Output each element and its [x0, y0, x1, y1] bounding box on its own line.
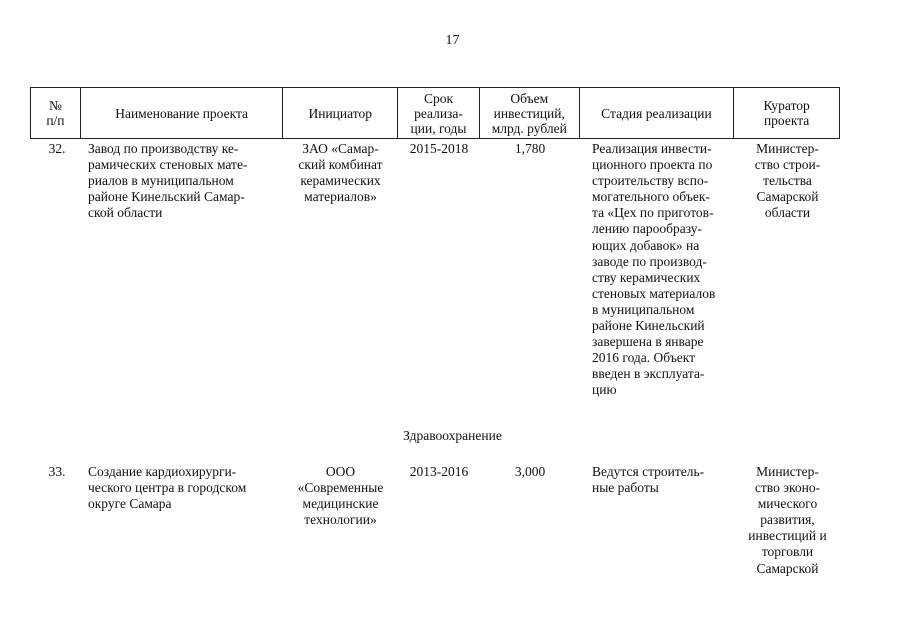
row-term: 2015-2018 [409, 141, 469, 156]
row-num: 32. [48, 141, 66, 156]
page-number: 17 [445, 33, 460, 48]
header-stage [580, 88, 735, 138]
header-initiator-text: Инициатор [308, 105, 372, 121]
section-title: Здравоохранение [403, 428, 502, 443]
row-project-name: Создание кардиохирурги- ческого центра в городском округе Самара [88, 464, 247, 512]
row-volume: 1,780 [514, 141, 546, 156]
header-stage-text: Стадия реализации [601, 105, 712, 121]
row-num: 33. [48, 464, 66, 479]
row-initiator: ЗАО «Самар- ский комбинат керамических материалов» [298, 141, 383, 205]
header-initiator [283, 88, 398, 138]
row-volume: 3,000 [514, 464, 546, 479]
row-curator: Министер- ство эконо- мического развития, инвестиций и торговли Самарской [748, 464, 827, 576]
row-stage: Реализация инвести- ционного проекта по строительству вспо- могательного объек- та «Цех по приготов- лению парообразу- ющих добавок» на заводе по производ- ству керамических стеновых материалов в муниципальном районе Кинельский завершена в январе 2016 года. Объект введен в эксплуата- цию [592, 141, 716, 398]
row-initiator: ООО «Современные медицинские технологии» [297, 464, 384, 528]
header-num-text: № п/п [46, 98, 65, 128]
header-volume-text: Объем инвестиций, млрд. рублей [491, 90, 567, 136]
header-term-text: Срок реализа- ции, годы [410, 90, 467, 136]
header-curator-text: Куратор проекта [763, 98, 810, 128]
header-curator [734, 88, 839, 138]
header-name [81, 88, 284, 138]
table-header [30, 87, 840, 139]
row-curator: Министер- ство строи- тельства Самарской области [754, 141, 821, 221]
row-stage: Ведутся строитель- ные работы [592, 464, 705, 496]
header-num [31, 88, 81, 138]
header-volume [480, 88, 580, 138]
row-project-name: Завод по производству ке- рамических стеновых мате- риалов в муниципальном районе Кинельский Самар- ской области [88, 141, 248, 221]
header-term [398, 88, 480, 138]
row-term: 2013-2016 [409, 464, 469, 479]
header-name-text: Наименование проекта [115, 105, 249, 121]
table-row [30, 464, 840, 577]
table-row [30, 141, 840, 399]
